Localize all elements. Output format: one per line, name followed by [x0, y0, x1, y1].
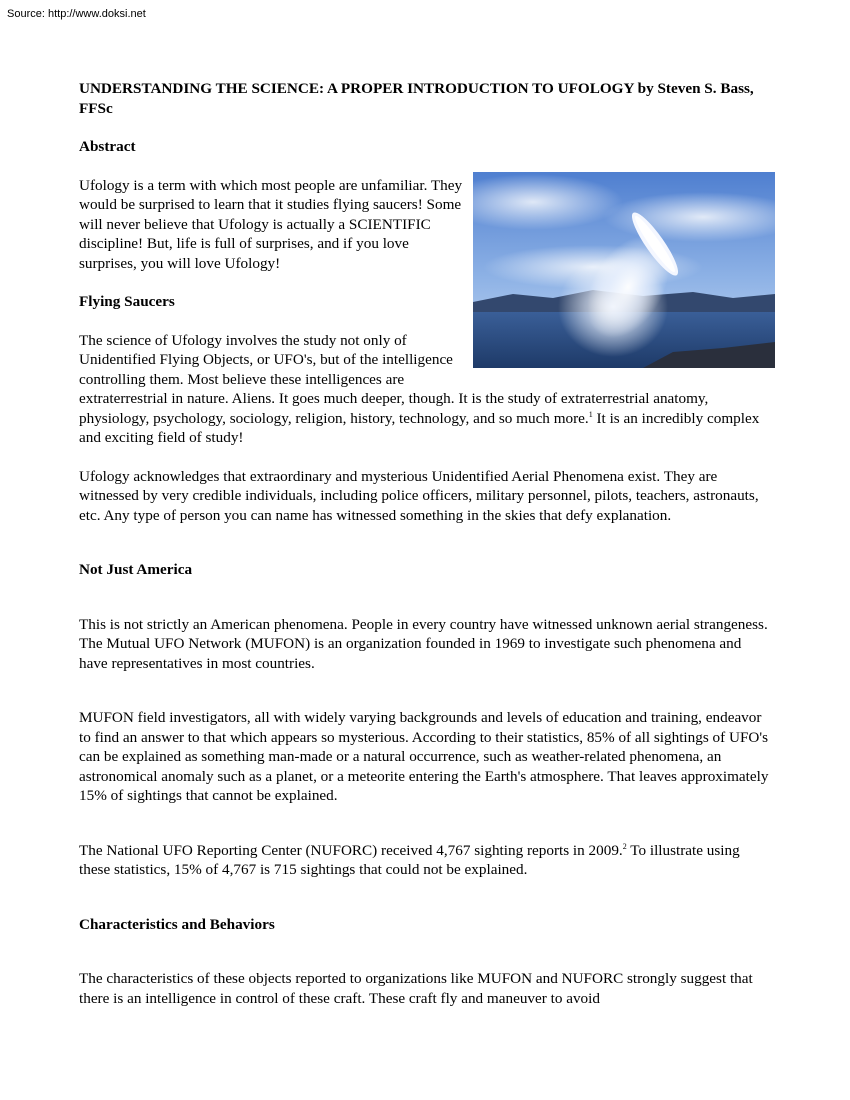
abstract-paragraph: Ufology is a term with which most people are unfamiliar. They would be surprised to learn that it studies flying saucers! Some will never believe that Ufology is actually a SCIENTIFIC discipline! But, life is full of surprises, and if you love surprises, you will love Ufology! — [79, 176, 463, 272]
not-just-america-paragraph-2: MUFON field investigators, all with widely varying backgrounds and levels of education and training, endeavor to find an answer to that which appears so mysterious. According to their statistics, 85% of all sightings of UFO's can be explained as something man-made or a natural occurrence, such as weather-related phenomena, an astronomical anomaly such as a planet, or a meteorite entering the Earth's atmosphere. That leaves approximately 15% of sightings that cannot be explained. — [79, 709, 769, 804]
flying-saucers-heading: Flying Saucers — [79, 293, 175, 310]
paragraph-text: The science of Ufology involves the study not only of Unidentified Flying Objects, or UFO's, but of the intelligence controlling them. Most believe these intelligences are extraterrestrial in nature. Aliens. It goes much deeper, though. It is the study of extraterrestrial anatomy, physiology, psychology, sociology, religion, history, technology, and so much more. — [79, 331, 709, 427]
document-title: UNDERSTANDING THE SCIENCE: A PROPER INTRODUCTION TO UFOLOGY by Steven S. Bass, FFSc — [79, 80, 754, 117]
characteristics-heading: Characteristics and Behaviors — [79, 915, 275, 933]
paragraph-text: To illustrate using these statistics, 15% of 4,767 is 715 sightings that could not be explained. — [79, 841, 740, 878]
source-url: Source: http://www.doksi.net — [7, 8, 146, 20]
paragraph-text: It is an incredibly complex and exciting field of study! — [79, 409, 760, 446]
paragraph-text: The National UFO Reporting Center (NUFORC) received 4,767 sighting reports in 2009. — [79, 841, 623, 859]
not-just-america-heading: Not Just America — [79, 561, 193, 578]
not-just-america-paragraph-3 — [79, 841, 772, 880]
document-body — [79, 79, 772, 1027]
footnote-marker: 1 — [588, 409, 593, 419]
characteristics-paragraph-1: The characteristics of these objects reported to organizations like MUFON and NUFORC strongly suggest that there is an intelligence in control of these craft. These craft fly and maneuver to avoid — [79, 970, 753, 1007]
footnote-marker: 2 — [622, 841, 627, 851]
not-just-america-paragraph-1: This is not strictly an American phenomena. People in every country have witnessed unknown aerial strangeness. The Mutual UFO Network (MUFON) is an organization founded in 1969 to investigate such phenomena and have representatives in most countries. — [79, 615, 768, 672]
ufo-photo-icon — [473, 172, 775, 368]
abstract-heading: Abstract — [79, 138, 136, 155]
flying-saucers-paragraph-2: Ufology acknowledges that extraordinary and mysterious Unidentified Aerial Phenomena exist. They are witnessed by very credible individuals, including police officers, military personnel, pilots, teachers, astronauts, etc. Any type of person you can name has witnessed something in the skies that defy explanation. — [79, 467, 759, 524]
